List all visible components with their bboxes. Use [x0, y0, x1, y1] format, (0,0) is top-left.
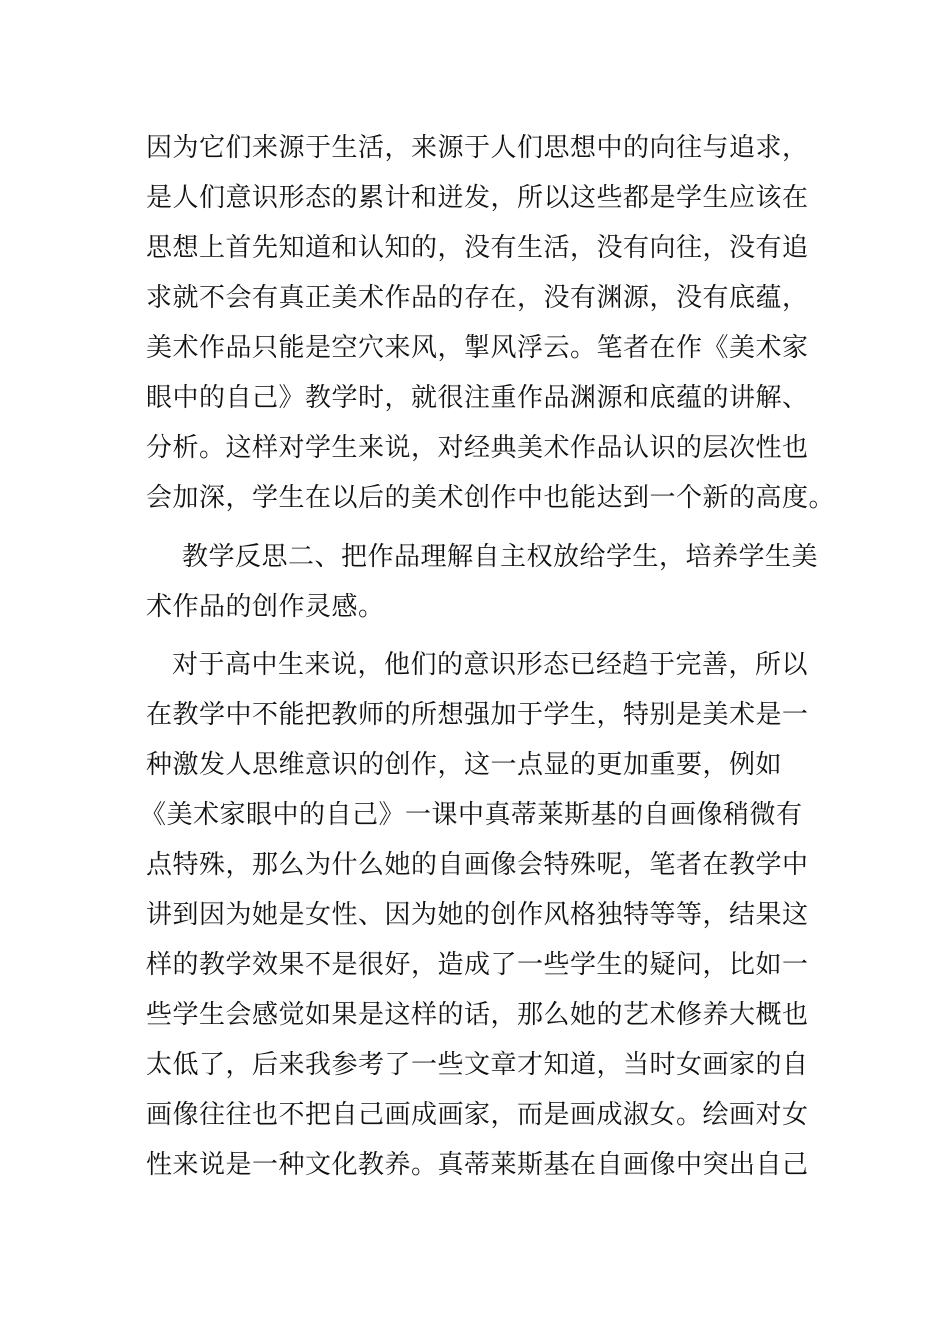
paragraph-2-line-1: 对于高中生来说，他们的意识形态已经趋于完善，所以 [172, 650, 809, 680]
paragraph-2-line-3: 种激发人思维意识的创作，这一点显的更加重要，例如 [146, 750, 783, 780]
paragraph-2-line-5: 点特殊，那么为什么她的自画像会特殊呢，笔者在教学中 [146, 850, 809, 880]
paragraph-1-line-4: 求就不会有真正美术作品的存在，没有渊源，没有底蕴， [146, 283, 809, 313]
paragraph-2-line-9: 太低了，后来我参考了一些文章才知道，当时女画家的自 [146, 1050, 809, 1080]
paragraph-2-line-4: 《美术家眼中的自己》一课中真蒂莱斯基的自画像稍微有 [140, 800, 803, 830]
paragraph-1-line-8: 会加深，学生在以后的美术创作中也能达到一个新的高度。 [146, 483, 836, 513]
paragraph-2-line-10: 画像往往也不把自己画成画家，而是画成淑女。绘画对女 [146, 1100, 809, 1130]
section-heading-line-1: 教学反思二、把作品理解自主权放给学生，培养学生美 [182, 542, 819, 572]
paragraph-2-line-2: 在教学中不能把教师的所想强加于学生，特别是美术是一 [146, 700, 809, 730]
paragraph-2-line-11: 性来说是一种文化教养。真蒂莱斯基在自画像中突出自己 [146, 1150, 809, 1180]
paragraph-1-line-5: 美术作品只能是空穴来风，掣风浮云。笔者在作《美术家 [146, 333, 809, 363]
paragraph-1-line-1: 因为它们来源于生活，来源于人们思想中的向往与追求， [146, 133, 809, 163]
paragraph-1-line-6: 眼中的自己》教学时，就很注重作品渊源和底蕴的讲解、 [146, 383, 809, 413]
paragraph-2-line-6: 讲到因为她是女性、因为她的创作风格独特等等，结果这 [146, 900, 809, 930]
section-heading-line-2: 术作品的创作灵感。 [146, 592, 385, 622]
paragraph-1-line-7: 分析。这样对学生来说，对经典美术作品认识的层次性也 [146, 433, 809, 463]
paragraph-2-line-7: 样的教学效果不是很好，造成了一些学生的疑问，比如一 [146, 950, 809, 980]
paragraph-1-line-3: 思想上首先知道和认知的，没有生活，没有向往，没有追 [146, 233, 809, 263]
paragraph-1-line-2: 是人们意识形态的累计和迸发，所以这些都是学生应该在 [146, 183, 809, 213]
paragraph-2-line-8: 些学生会感觉如果是这样的话，那么她的艺术修养大概也 [146, 1000, 809, 1030]
